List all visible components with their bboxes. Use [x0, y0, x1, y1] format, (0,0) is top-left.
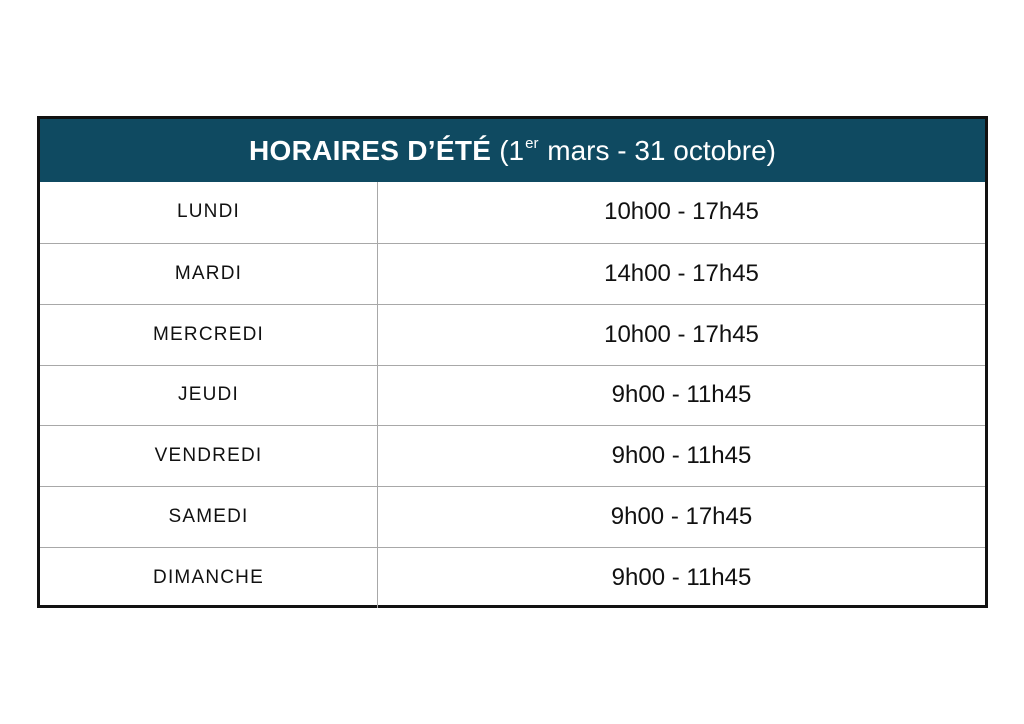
table-row: [40, 365, 985, 426]
table-row: [40, 304, 985, 365]
summer-hours-table: [37, 116, 988, 608]
schedule-rows: [40, 182, 985, 608]
hours-cell: 9h00 - 11h45: [611, 381, 752, 409]
table-row: [40, 425, 985, 486]
day-cell: JEUDI: [40, 366, 378, 426]
table-row: [40, 486, 985, 547]
hours-cell: 10h00 - 17h45: [604, 198, 759, 226]
header-date-open: (1: [499, 135, 525, 166]
header-title: HORAIRES D’ÉTÉ: [248, 134, 492, 166]
day-cell: MARDI: [40, 244, 378, 304]
day-cell: LUNDI: [40, 182, 378, 243]
hours-cell: 9h00 - 11h45: [611, 442, 752, 470]
day-cell: SAMEDI: [40, 487, 378, 547]
hours-cell: 9h00 - 11h45: [611, 563, 752, 591]
table-row: [40, 182, 985, 243]
table-row: [40, 243, 985, 304]
hours-cell: 9h00 - 17h45: [610, 503, 753, 531]
day-cell: DIMANCHE: [40, 548, 378, 608]
header-date-rest: mars - 31 octobre): [539, 135, 776, 166]
hours-cell: 10h00 - 17h45: [604, 320, 759, 348]
day-cell: VENDREDI: [40, 426, 378, 486]
table-header: [40, 119, 985, 182]
day-cell: MERCREDI: [40, 305, 378, 365]
header-date-range: [499, 136, 776, 165]
header-date-superscript: er: [525, 135, 539, 152]
table-row: [40, 547, 985, 608]
hours-cell: 14h00 - 17h45: [604, 259, 759, 287]
